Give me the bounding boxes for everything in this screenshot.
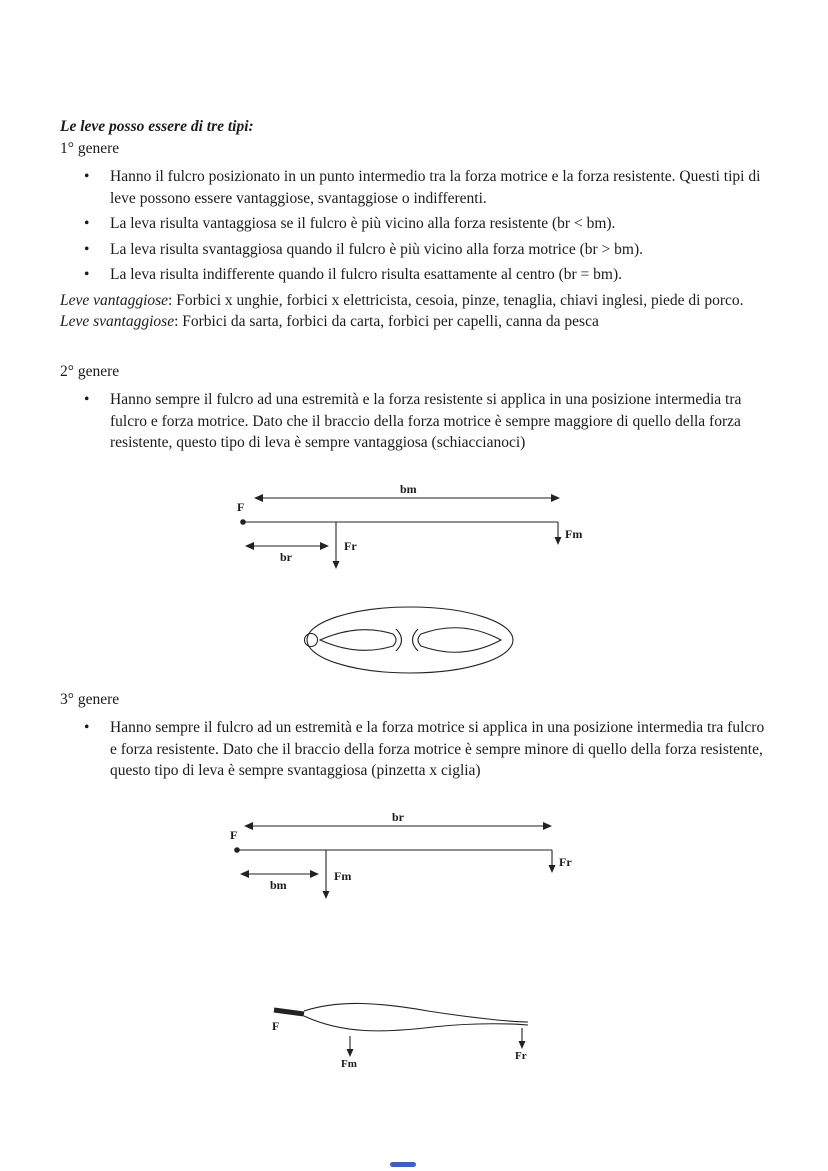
bullet-item <box>110 717 768 782</box>
label-end-force: Fr <box>515 1049 527 1062</box>
bullet-text: La leva risulta vantaggiosa se il fulcro è più vicino alla forza resistente (br < bm). <box>110 215 616 232</box>
label-br: br <box>392 811 404 824</box>
label-end-force: Fm <box>565 526 583 541</box>
lever-diagram-genere2 <box>228 484 608 579</box>
label-end-force: Fr <box>559 854 572 869</box>
label-br: br <box>280 549 292 564</box>
doc-title: Le leve posso essere di tre tipi: <box>60 118 254 135</box>
bullet-text: Hanno sempre il fulcro ad una estremità e la forza resistente si applica in una posizione intermedia tra fulcro e forza motrice. Dato che il braccio della forza motrice è sempre maggiore di quello della forza resistente, questo tipo di leva è sempre vantaggiosa (schiaccianoci) <box>110 391 742 451</box>
bullet-item <box>110 166 768 209</box>
leve-vantaggiose-label: Leve vantaggiose <box>60 291 169 309</box>
leve-svantaggiose-paragraph <box>60 311 768 333</box>
leve-svantaggiose-text: : Forbici da sarta, forbici da carta, forbici per capelli, canna da pesca <box>174 313 599 330</box>
label-fulcrum: F <box>237 499 245 514</box>
bullet-text: La leva risulta svantaggiosa quando il fulcro è più vicino alla forza motrice (br > bm). <box>110 240 643 258</box>
label-bm: bm <box>400 483 417 496</box>
bullet-item <box>110 389 768 454</box>
label-fulcrum: F <box>272 1018 280 1033</box>
lever-diagram-genere3 <box>222 812 602 910</box>
tweezers-figure <box>268 998 543 1068</box>
genere1-bullet-list <box>60 166 768 286</box>
bullet-item <box>110 213 768 235</box>
genere3-heading: 3° genere <box>60 690 120 708</box>
bullet-text: Hanno il fulcro posizionato in un punto intermedio tra la forza motrice e la forza resistente. Questi tipi di leve possono essere vantaggiose, svantaggiose o indifferenti. <box>110 168 761 207</box>
bullet-text: La leva risulta indifferente quando il fulcro risulta esattamente al centro (br = bm). <box>110 266 623 283</box>
genere3-bullet-list <box>60 717 768 782</box>
leve-vantaggiose-text: : Forbici x unghie, forbici x elettricista, cesoia, pinze, tenaglia, chiavi inglesi, piede di porco. <box>168 291 744 309</box>
leve-vantaggiose-paragraph <box>60 290 768 312</box>
leve-svantaggiose-label: Leve svantaggiose <box>60 313 175 330</box>
genere2-bullet-list <box>60 389 768 454</box>
label-fulcrum: F <box>230 827 238 842</box>
footer-page-mark <box>390 1162 416 1167</box>
genere1-heading: 1° genere <box>60 139 120 157</box>
bullet-item <box>110 264 768 286</box>
label-mid-force: Fr <box>344 538 357 553</box>
label-mid-force: Fm <box>341 1057 357 1068</box>
label-mid-force: Fm <box>334 868 352 883</box>
document-content <box>60 116 768 1068</box>
label-bm: bm <box>270 877 287 892</box>
genere2-heading: 2° genere <box>60 362 120 380</box>
bullet-item <box>110 239 768 261</box>
bullet-text: Hanno sempre il fulcro ad un estremità e la forza motrice si applica in una posizione intermedia tra fulcro e forza resistente. Dato che il braccio della forza motrice è sempre minore di quello della forza resistente, questo tipo di leva è sempre svantaggiosa (pinzetta x ciglia) <box>110 719 765 779</box>
nutcracker-figure <box>300 601 520 679</box>
